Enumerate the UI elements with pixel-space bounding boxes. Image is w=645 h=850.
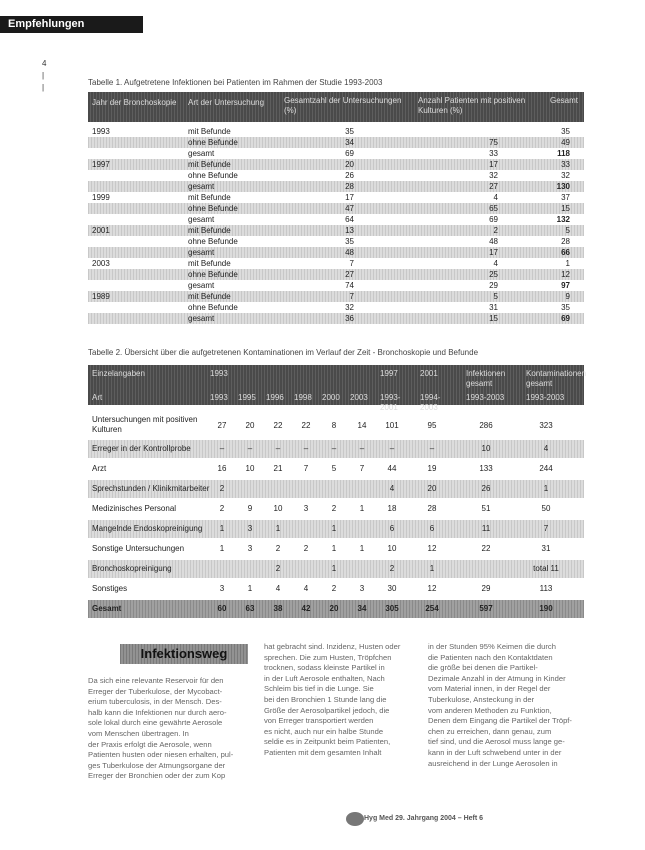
table2-cell: 190 bbox=[539, 604, 553, 613]
article-line: kann in der Luft schwebend unter in der bbox=[428, 747, 562, 757]
article-line: Tuberkulose, Ansteckung in der bbox=[428, 694, 535, 704]
table1-cell-n3: 132 bbox=[556, 215, 570, 224]
table2-cell: 18 bbox=[387, 504, 397, 513]
table1-cell-group: ohne Befunde bbox=[188, 237, 238, 246]
article-line: es nicht, auch nur ein halbe Stunde bbox=[264, 726, 384, 736]
table1-cell-n2: 4 bbox=[493, 259, 498, 268]
table1-row bbox=[88, 280, 584, 291]
table1-cell-n1: 64 bbox=[345, 215, 354, 224]
table2-row bbox=[88, 480, 584, 498]
table1-cell-n1: 28 bbox=[345, 182, 354, 191]
table2-header-cell: 1995 bbox=[238, 393, 256, 402]
table1-cell-n3: 32 bbox=[561, 171, 570, 180]
table2-header-cell: 1993-2003 bbox=[466, 393, 505, 402]
table2-cell: 3 bbox=[303, 504, 309, 513]
table2-row-label: Arzt bbox=[92, 464, 107, 473]
table2-cell: 19 bbox=[427, 464, 437, 473]
table2-cell: – bbox=[219, 444, 225, 453]
table1-cell-n1: 36 bbox=[345, 314, 354, 323]
table1-cell-group: mit Befunde bbox=[188, 226, 231, 235]
table2-cell: 113 bbox=[539, 584, 553, 593]
table2-row bbox=[88, 460, 584, 478]
table2-cell: – bbox=[331, 444, 337, 453]
table2-cell: 2 bbox=[275, 564, 281, 573]
table1-cell-group: mit Befunde bbox=[188, 292, 231, 301]
table2-cell: 10 bbox=[245, 464, 255, 473]
table2-cell: 1 bbox=[359, 504, 365, 513]
table1-row bbox=[88, 159, 584, 170]
table2-cell: 20 bbox=[245, 421, 255, 430]
table1-cell-n2: 15 bbox=[489, 314, 498, 323]
table1-cell-n1: 13 bbox=[345, 226, 354, 235]
table2-cell: 1 bbox=[219, 544, 225, 553]
table2-cell: 7 bbox=[543, 524, 549, 533]
article-line: halb kann die Infektionen nur durch aero- bbox=[88, 707, 227, 717]
table1-cell-n3: 33 bbox=[561, 160, 570, 169]
table1-row bbox=[88, 148, 584, 159]
table1-cell-n3: 37 bbox=[561, 193, 570, 202]
table2-cell: 50 bbox=[541, 504, 551, 513]
article-line: seldie es in Zeitpunkt beim Patienten, bbox=[264, 737, 391, 747]
table2-cell: 254 bbox=[425, 604, 439, 613]
table1-cell-n1: 32 bbox=[345, 303, 354, 312]
table2-cell: 1 bbox=[359, 544, 365, 553]
table2-header-cell: Infektionen gesamt bbox=[466, 369, 506, 388]
table1-row bbox=[88, 192, 584, 203]
article-line: Da sich eine relevante Reservoir für den bbox=[88, 676, 224, 685]
table2-cell: 20 bbox=[427, 484, 437, 493]
table1-header bbox=[88, 92, 584, 122]
table2-cell: 286 bbox=[479, 421, 493, 430]
table2-header-cell: 1994-2003 bbox=[420, 393, 441, 412]
table2-cell: 1 bbox=[331, 564, 337, 573]
table1-cell-n1: 47 bbox=[345, 204, 354, 213]
table1-cell-n3: 130 bbox=[556, 182, 570, 191]
table2-header-cell: 1993 bbox=[210, 393, 228, 402]
table1-cell-n2: 69 bbox=[489, 215, 498, 224]
table1-row bbox=[88, 313, 584, 324]
article-line: erium tuberculosis, in der Mensch. Des- bbox=[88, 697, 222, 707]
table1-cell-group: gesamt bbox=[188, 215, 215, 224]
footer-citation: Hyg Med 29. Jahrgang 2004 – Heft 6 bbox=[364, 815, 484, 822]
article-line: ausreichend in der Lunge Aerosolen in bbox=[428, 758, 558, 768]
table1-row bbox=[88, 203, 584, 214]
table2-cell: 63 bbox=[245, 604, 255, 613]
table2-cell: 4 bbox=[389, 484, 395, 493]
table1-cell-n3: 69 bbox=[561, 314, 570, 323]
article-line: vom anderen Methoden zu Funktion, bbox=[428, 705, 552, 715]
table2-row-label: Sonstiges bbox=[92, 584, 128, 593]
table2-cell: 597 bbox=[479, 604, 493, 613]
section-tag: Empfehlungen bbox=[0, 16, 143, 33]
table2-cell: 22 bbox=[481, 544, 491, 553]
table2-row-label: Medizinisches Personal bbox=[92, 504, 177, 513]
table2-row-label: Sonstige Untersuchungen bbox=[92, 544, 185, 553]
table2-cell: 31 bbox=[541, 544, 551, 553]
article-line: Dezimale Anzahl in der Atmung in Kinder bbox=[428, 673, 566, 683]
table2-cell: 244 bbox=[539, 464, 553, 473]
table1-cell-n1: 7 bbox=[349, 259, 354, 268]
table1-caption: Tabelle 1. Aufgetretene Infektionen bei Patienten im Rahmen der Studie 1993-2003 bbox=[88, 78, 383, 87]
table2-cell: 3 bbox=[359, 584, 365, 593]
table2-cell: 9 bbox=[247, 504, 253, 513]
table1-cell-n1: 27 bbox=[345, 270, 354, 279]
table1-cell-group: ohne Befunde bbox=[188, 171, 238, 180]
article-line: die Patienten nach den Kontaktdaten bbox=[428, 652, 553, 662]
table2-row-label: Mangelnde Endoskopreinigung bbox=[92, 524, 203, 533]
table2-cell: 4 bbox=[543, 444, 549, 453]
table1-cell-n1: 26 bbox=[345, 171, 354, 180]
table1-cell-n2: 65 bbox=[489, 204, 498, 213]
table2-row-label: Gesamt bbox=[92, 604, 122, 613]
table2-row bbox=[88, 520, 584, 538]
article-line: trocknen, sodass kleinste Partikel in bbox=[264, 663, 385, 673]
table1-cell-n1: 69 bbox=[345, 149, 354, 158]
table2-cell: 133 bbox=[479, 464, 493, 473]
table1-cell-n2: 48 bbox=[489, 237, 498, 246]
table1-cell-group: ohne Befunde bbox=[188, 270, 238, 279]
table1-cell-group: gesamt bbox=[188, 281, 215, 290]
table1-cell-n3: 35 bbox=[561, 303, 570, 312]
table2-cell: 3 bbox=[247, 524, 253, 533]
table1-cell-group: mit Befunde bbox=[188, 259, 231, 268]
table2-header-cell: 1996 bbox=[266, 393, 284, 402]
table2-cell: – bbox=[275, 444, 281, 453]
table2-cell: total 11 bbox=[533, 564, 559, 573]
table2-cell: – bbox=[303, 444, 309, 453]
table1-cell-n3: 28 bbox=[561, 237, 570, 246]
section-heading-infektionsweg: Infektionsweg bbox=[120, 644, 248, 664]
table2-header-cell: 1997 bbox=[380, 369, 398, 378]
table2-total-row bbox=[88, 600, 584, 618]
table1-cell-n1: 20 bbox=[345, 160, 354, 169]
article-column-1 bbox=[88, 676, 258, 782]
table2-row-label: Sprechstunden / Klinikmitarbeiter bbox=[92, 484, 210, 493]
table2-cell: 28 bbox=[427, 504, 437, 513]
table1-cell-n1: 17 bbox=[345, 193, 354, 202]
table2-cell: 323 bbox=[539, 421, 553, 430]
table2-cell: 21 bbox=[273, 464, 283, 473]
table2-header-cell: 2000 bbox=[322, 393, 340, 402]
table2-row-label: Bronchoskopreinigung bbox=[92, 564, 172, 573]
table1-col-positive: Anzahl Patienten mit positiven Kulturen (%) bbox=[418, 96, 526, 115]
table2-cell: 3 bbox=[219, 584, 225, 593]
table2-cell: 11 bbox=[481, 524, 491, 533]
table1-cell-group: mit Befunde bbox=[188, 193, 231, 202]
margin-marks: 4 | | bbox=[42, 59, 47, 92]
table2-cell: 6 bbox=[429, 524, 435, 533]
table2-cell: 14 bbox=[357, 421, 367, 430]
table1-cell-n2: 33 bbox=[489, 149, 498, 158]
table2-cell: 10 bbox=[387, 544, 397, 553]
table2-cell: 95 bbox=[427, 421, 437, 430]
table2-cell: 2 bbox=[219, 504, 225, 513]
table2-cell: 4 bbox=[275, 584, 281, 593]
article-line: vom Material innen, in der Regel der bbox=[428, 684, 551, 694]
table1-cell-n2: 75 bbox=[489, 138, 498, 147]
article-line: bei den Bronchien 1 Stunde lang die bbox=[264, 694, 387, 704]
table1-cell-n3: 9 bbox=[565, 292, 570, 301]
table2-cell: 2 bbox=[219, 484, 225, 493]
table1-cell-year: 2003 bbox=[92, 259, 110, 268]
table1-cell-n2: 5 bbox=[493, 292, 498, 301]
table1-cell-n1: 34 bbox=[345, 138, 354, 147]
table2-header-cell: Einzelangaben bbox=[92, 369, 145, 378]
table2-cell: 6 bbox=[389, 524, 395, 533]
table2-caption: Tabelle 2. Übersicht über die aufgetretenen Kontaminationen im Verlauf der Zeit - Bronchoskopie und Befunde bbox=[88, 348, 479, 357]
table2-cell: 27 bbox=[217, 421, 227, 430]
table2-header-cell: 1993 bbox=[210, 369, 228, 378]
table2-cell: 26 bbox=[481, 484, 491, 493]
table2-cell: – bbox=[247, 444, 253, 453]
article-line: von Erreger transportiert werden bbox=[264, 716, 374, 726]
table2-row bbox=[88, 560, 584, 578]
table2-cell: 2 bbox=[331, 504, 337, 513]
table1-cell-group: ohne Befunde bbox=[188, 303, 238, 312]
table1-row bbox=[88, 269, 584, 280]
table2-cell: 7 bbox=[303, 464, 309, 473]
table2-cell: 2 bbox=[275, 544, 281, 553]
table1-cell-n3: 49 bbox=[561, 138, 570, 147]
table1-row bbox=[88, 258, 584, 269]
table2-cell: 2 bbox=[389, 564, 395, 573]
article-line: hat gebracht sind. Inzidenz, Husten oder bbox=[264, 642, 401, 651]
table2-cell: 305 bbox=[385, 604, 399, 613]
article-line: der Praxis erfolgt die Aerosole, wenn bbox=[88, 739, 212, 749]
table2-cell: 12 bbox=[427, 584, 437, 593]
table2-cell: 30 bbox=[387, 584, 397, 593]
article-line: tief sind, und die Aerosol muss lange ge- bbox=[428, 737, 565, 747]
table2-cell: 60 bbox=[217, 604, 227, 613]
table1-row bbox=[88, 291, 584, 302]
table1-cell-group: mit Befunde bbox=[188, 127, 231, 136]
table2-header bbox=[88, 365, 587, 412]
article-line: Erreger der Bronchien oder der zum Kop bbox=[88, 771, 226, 781]
table2-header-cell: Art bbox=[92, 393, 103, 402]
table1-cell-group: gesamt bbox=[188, 248, 215, 257]
table1-cell-group: gesamt bbox=[188, 314, 215, 323]
journal-logo-icon bbox=[346, 812, 364, 826]
table1-cell-group: ohne Befunde bbox=[188, 138, 238, 147]
table2-row bbox=[88, 500, 584, 518]
table1-cell-n3: 66 bbox=[561, 248, 570, 257]
table1-cell-n1: 74 bbox=[345, 281, 354, 290]
table1-col-year: Jahr der Bronchoskopie bbox=[92, 98, 177, 107]
article-line: ges Tuberkulose der Atmungsorgane der bbox=[88, 760, 226, 770]
table1-cell-n3: 5 bbox=[565, 226, 570, 235]
article-line: in der Luft Aerosole enthalten, Nach bbox=[264, 673, 385, 683]
table2-header-cell: 2003 bbox=[350, 393, 368, 402]
table2-cell: 7 bbox=[359, 464, 365, 473]
table1-cell-n2: 25 bbox=[489, 270, 498, 279]
table1-cell-group: ohne Befunde bbox=[188, 204, 238, 213]
table2-cell: 8 bbox=[331, 421, 337, 430]
table1-cell-n2: 17 bbox=[489, 248, 498, 257]
table1-cell-n3: 97 bbox=[561, 281, 570, 290]
table2-cell: 101 bbox=[385, 421, 399, 430]
table2-cell: 1 bbox=[247, 584, 253, 593]
table1-col-type: Art der Untersuchung bbox=[188, 98, 265, 107]
table1-cell-n3: 12 bbox=[561, 270, 570, 279]
article-line: sole lokal durch eine gewährte Aerosole bbox=[88, 718, 223, 728]
table2-cell: 44 bbox=[387, 464, 397, 473]
table2-row bbox=[88, 580, 584, 598]
table1-cell-n1: 48 bbox=[345, 248, 354, 257]
table1-cell-n3: 118 bbox=[557, 149, 570, 158]
table1-cell-n2: 32 bbox=[489, 171, 498, 180]
table2-cell: 16 bbox=[217, 464, 227, 473]
table1-cell-group: gesamt bbox=[188, 149, 215, 158]
table1-row bbox=[88, 170, 584, 181]
table2-cell: 1 bbox=[275, 524, 281, 533]
article-line: Erreger der Tuberkulose, der Mycobact- bbox=[88, 686, 223, 696]
table2-header-cell: 2001 bbox=[420, 369, 438, 378]
table2-header-cell: 1998 bbox=[294, 393, 312, 402]
table1-cell-year: 2001 bbox=[92, 226, 110, 235]
table2-header-cell: 1993-2001 bbox=[380, 393, 401, 412]
table1-cell-year: 1997 bbox=[92, 160, 110, 169]
table1-col-sum: Gesamt bbox=[550, 96, 579, 105]
table2-cell: 42 bbox=[301, 604, 311, 613]
table2-cell: 5 bbox=[331, 464, 337, 473]
article-column-2 bbox=[264, 642, 424, 759]
table1-cell-group: gesamt bbox=[188, 182, 215, 191]
table2-cell: 34 bbox=[357, 604, 367, 613]
table2-cell: – bbox=[359, 444, 365, 453]
table2-row-label: Erreger in der Kontrollprobe bbox=[92, 444, 191, 453]
table2-cell: – bbox=[429, 444, 435, 453]
table2-cell: 1 bbox=[543, 484, 549, 493]
table2-cell: – bbox=[389, 444, 395, 453]
table1-cell-n2: 2 bbox=[493, 226, 498, 235]
table1-row bbox=[88, 214, 584, 225]
table1-cell-year: 1993 bbox=[92, 127, 110, 136]
table1-row bbox=[88, 302, 584, 313]
table1-col-total-exams: Gesamtzahl der Untersuchungen (%) bbox=[284, 96, 402, 115]
table2-row bbox=[88, 412, 584, 438]
article-line: Denen dem Eingang die Partikel der Tröpf- bbox=[428, 716, 572, 726]
table1-cell-year: 1989 bbox=[92, 292, 110, 301]
table1-row bbox=[88, 126, 584, 137]
article-line: in der Stunden 95% Keimen die durch bbox=[428, 642, 556, 651]
table2-cell: 12 bbox=[427, 544, 437, 553]
table2-cell: 3 bbox=[247, 544, 253, 553]
table1-cell-group: mit Befunde bbox=[188, 160, 231, 169]
article-line: sprechen. Die zum Husten, Tröpfchen bbox=[264, 652, 392, 662]
table1-cell-n1: 35 bbox=[345, 127, 354, 136]
article-line: Größe der Aerosolpartikel jedoch, die bbox=[264, 705, 390, 715]
table2-cell: 2 bbox=[331, 584, 337, 593]
table2-cell: 2 bbox=[303, 544, 309, 553]
table2-cell: 10 bbox=[481, 444, 491, 453]
article-line: Schleim bis tief in die Lunge. Sie bbox=[264, 684, 374, 694]
table1-row bbox=[88, 236, 584, 247]
table2-cell: 20 bbox=[329, 604, 339, 613]
table2-row-label: Untersuchungen mit positiven Kulturen bbox=[92, 415, 198, 434]
table2-cell: 1 bbox=[429, 564, 435, 573]
article-line: Patienten mit dem gesamten Inhalt bbox=[264, 747, 382, 757]
table1-cell-n1: 35 bbox=[345, 237, 354, 246]
table2-cell: 1 bbox=[219, 524, 225, 533]
table1-cell-n2: 29 bbox=[489, 281, 498, 290]
table2-cell: 22 bbox=[273, 421, 283, 430]
table2-cell: 4 bbox=[303, 584, 309, 593]
table1-cell-n3: 15 bbox=[561, 204, 570, 213]
table1-cell-n2: 4 bbox=[493, 193, 498, 202]
table2-header-cell: Kontaminationen gesamt bbox=[526, 369, 587, 388]
article-line: chen zu erreichen, dann genau, zum bbox=[428, 726, 552, 736]
table1-cell-n3: 35 bbox=[561, 127, 570, 136]
table2-cell: 38 bbox=[273, 604, 283, 613]
table2-cell: 51 bbox=[481, 504, 491, 513]
table1-row bbox=[88, 225, 584, 236]
table1-cell-n1: 7 bbox=[349, 292, 354, 301]
table2-cell: 22 bbox=[301, 421, 311, 430]
table2-row bbox=[88, 440, 584, 458]
table2-row bbox=[88, 540, 584, 558]
table2-cell: 29 bbox=[481, 584, 491, 593]
table1-row bbox=[88, 247, 584, 258]
article-line: Patienten husten oder niesen erhalten, pul- bbox=[88, 750, 234, 760]
table1-cell-n2: 27 bbox=[489, 182, 498, 191]
table2-cell: 10 bbox=[273, 504, 283, 513]
table2-header-cell: 1993-2003 bbox=[526, 393, 565, 402]
table1-row bbox=[88, 181, 584, 192]
table1-row bbox=[88, 137, 584, 148]
table2-cell: 1 bbox=[331, 544, 337, 553]
table1-cell-n2: 17 bbox=[489, 160, 498, 169]
article-column-3 bbox=[428, 642, 588, 769]
article-line: vom Menschen übertragen. In bbox=[88, 728, 189, 738]
table1-cell-n2: 31 bbox=[489, 303, 498, 312]
article-line: die größe bei denen die Partikel- bbox=[428, 663, 538, 673]
table1-cell-year: 1999 bbox=[92, 193, 110, 202]
table2-cell: 1 bbox=[331, 524, 337, 533]
table1-cell-n3: 1 bbox=[565, 259, 570, 268]
